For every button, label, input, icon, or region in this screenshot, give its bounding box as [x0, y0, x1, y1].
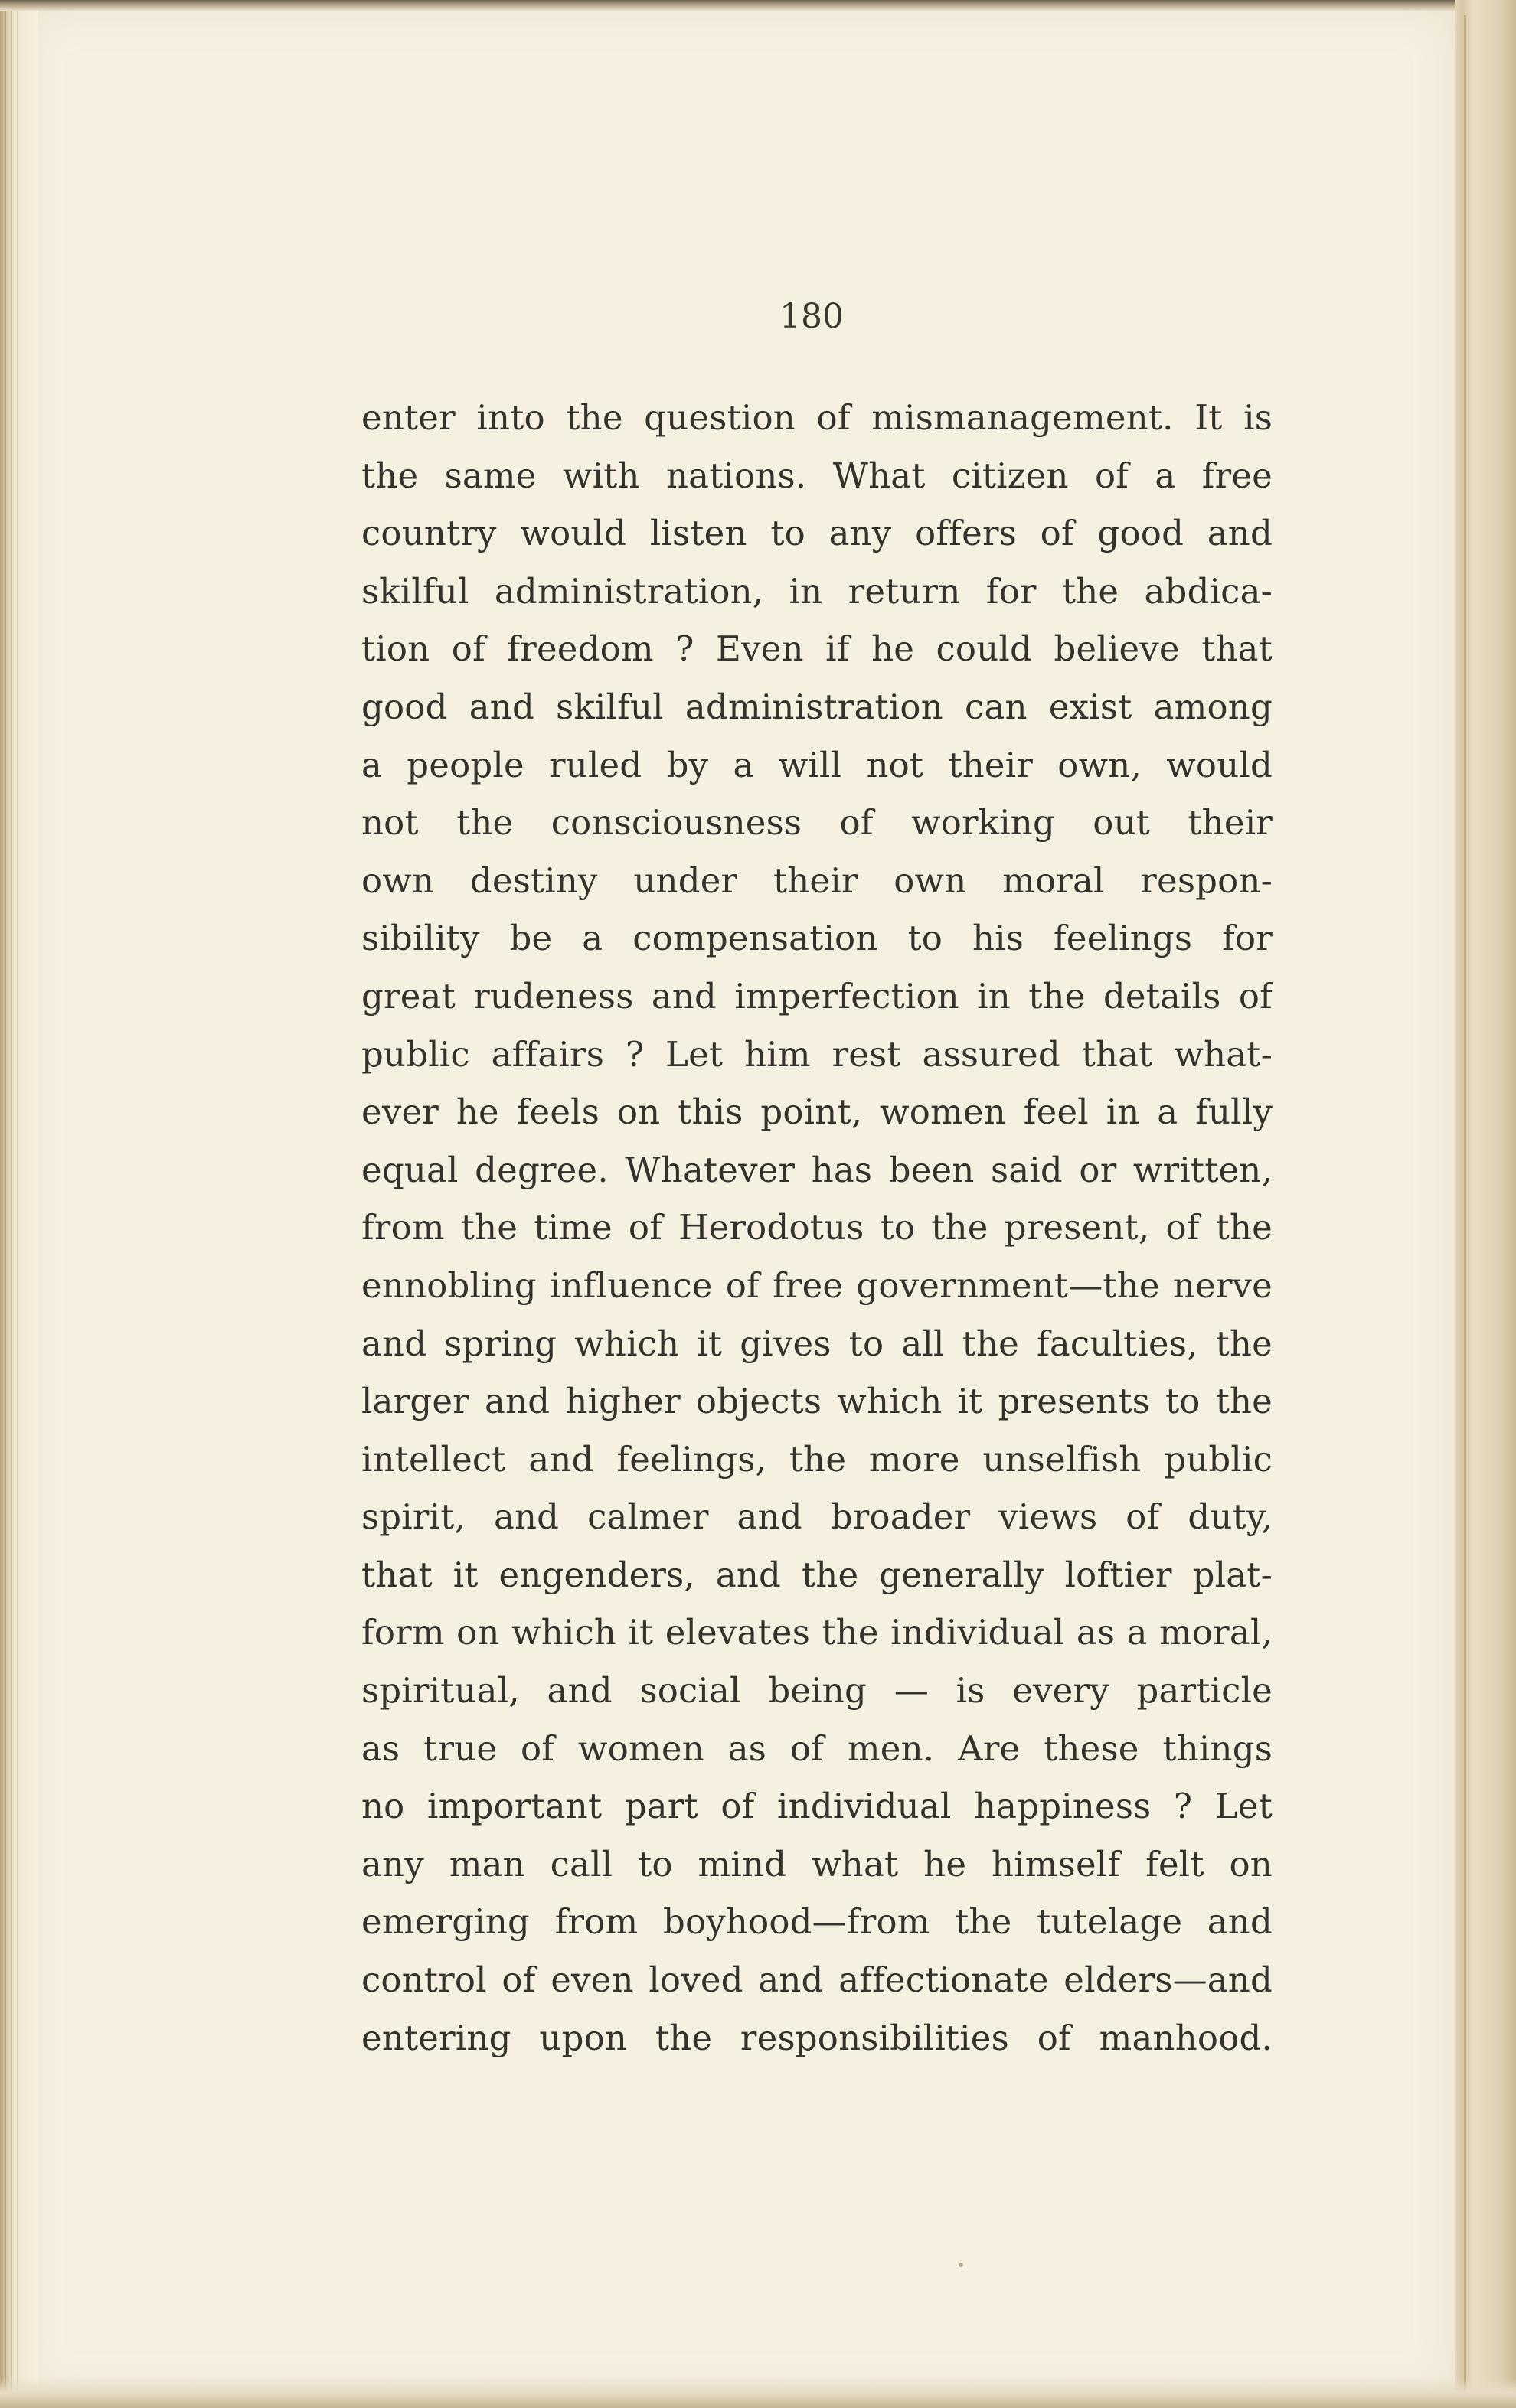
text-line: entering upon the responsibilities of manhood. [361, 2017, 1273, 2058]
text-line: enter into the question of mismanagement. It is [361, 397, 1273, 438]
text-line: tion of freedom ? Even if he could believe that [361, 628, 1273, 670]
text-line: from the time of Herodotus to the present, of the [361, 1207, 1273, 1248]
bottom-edge [0, 2377, 1516, 2408]
text-line: public affairs ? Let him rest assured that what- [361, 1033, 1273, 1075]
text-line: great rudeness and imperfection in the details of [361, 975, 1273, 1016]
text-line: country would listen to any offers of good and [361, 513, 1273, 554]
left-binding-edge [0, 0, 38, 2408]
text-line: form on which it elevates the individual as a moral, [361, 1612, 1273, 1653]
page-stack-line [11, 0, 12, 2408]
text-line: skilful administration, in return for the abdica- [361, 570, 1273, 612]
top-edge [0, 0, 1516, 11]
text-line: own destiny under their own moral respon- [361, 860, 1273, 901]
text-line: emerging from boyhood—from the tutelage and [361, 1901, 1273, 1943]
text-line: control of even loved and affectionate elders—and [361, 1959, 1273, 2001]
text-line: spiritual, and social being — is every particle [361, 1670, 1273, 1711]
text-line: ever he feels on this point, women feel in a fully [361, 1091, 1273, 1133]
text-line: good and skilful administration can exist among [361, 686, 1273, 727]
text-line: intellect and feelings, the more unselfish public [361, 1438, 1273, 1480]
text-line: larger and higher objects which it presents to the [361, 1381, 1273, 1422]
text-line: no important part of individual happiness ? Let [361, 1786, 1273, 1827]
text-line: sibility be a compensation to his feelings for [361, 918, 1273, 959]
text-line: equal degree. Whatever has been said or written, [361, 1149, 1273, 1190]
paper-speck [959, 2263, 963, 2267]
text-line: ennobling influence of free government—the nerve [361, 1264, 1273, 1306]
page-stack-line [5, 0, 6, 2408]
page-number: 180 [779, 297, 844, 336]
text-line: spirit, and calmer and broader views of duty, [361, 1496, 1273, 1538]
text-line: as true of women as of men. Are these things [361, 1728, 1273, 1769]
page-stack-line [17, 0, 18, 2408]
text-line: the same with nations. What citizen of a free [361, 455, 1273, 496]
text-line: and spring which it gives to all the faculties, the [361, 1323, 1273, 1364]
right-page-edge [1455, 0, 1516, 2408]
text-line: not the consciousness of working out their [361, 802, 1273, 843]
text-line: a people ruled by a will not their own, would [361, 744, 1273, 785]
body-text [361, 389, 1273, 2067]
text-line: that it engenders, and the generally loftier plat- [361, 1554, 1273, 1595]
right-edge-rule [1464, 15, 1466, 2393]
text-line: any man call to mind what he himself felt on [361, 1843, 1273, 1884]
